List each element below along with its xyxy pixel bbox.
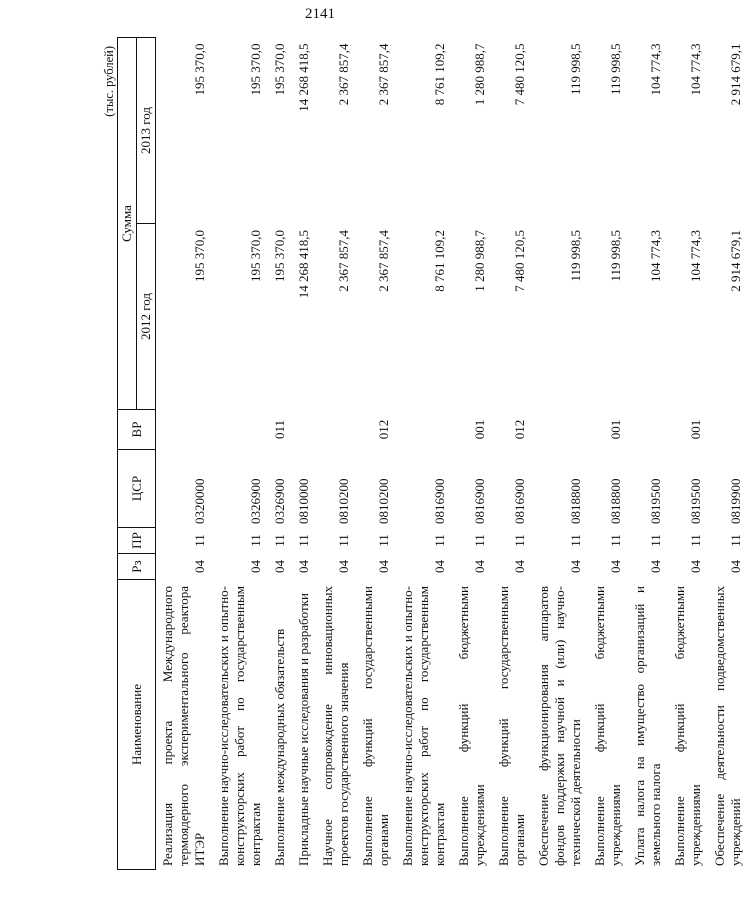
cell-name: Выполнение функций бюджетными учреждениями — [592, 586, 623, 866]
table-row — [156, 38, 213, 870]
cell-csr: 0326900 — [272, 478, 287, 524]
cell-y2013: 14 268 418,5 — [296, 43, 311, 112]
cell-rz: 04 — [648, 560, 663, 573]
cell-y2012: 7 480 120,5 — [512, 230, 527, 292]
page-number: 2141 — [305, 6, 335, 22]
cell-csr: 0819500 — [648, 478, 663, 524]
table-row — [356, 38, 396, 870]
table-row — [628, 38, 668, 870]
cell-y2013: 119 998,5 — [568, 43, 583, 96]
cell-y2013: 2 367 857,4 — [336, 43, 351, 106]
cell-rz: 04 — [688, 560, 703, 573]
cell-y2013: 2 914 679,1 — [728, 43, 743, 106]
cell-vr — [156, 410, 213, 450]
cell-vr — [628, 410, 668, 450]
cell-rz: 04 — [432, 560, 447, 573]
cell-pr: 11 — [296, 534, 311, 547]
cell-y2012: 2 914 679,1 — [728, 230, 743, 292]
cell-csr: 0810200 — [336, 478, 351, 524]
cell-y2012: 104 774,3 — [688, 230, 703, 282]
cell-csr: 0819900 — [728, 478, 743, 524]
cell-y2013: 104 774,3 — [688, 43, 703, 96]
table-row — [396, 38, 452, 870]
cell-y2012: 2 367 857,4 — [336, 230, 351, 292]
cell-vr: 012 — [376, 419, 391, 440]
cell-y2012: 195 370,0 — [272, 230, 287, 282]
cell-vr — [292, 410, 316, 450]
table-row — [668, 38, 708, 870]
cell-rz: 04 — [272, 560, 287, 573]
cell-name: Прикладные научные исследования и разработки — [296, 593, 311, 866]
cell-y2013: 8 761 109,2 — [432, 43, 447, 106]
cell-pr: 11 — [472, 534, 487, 547]
header-2013: 2013 год — [137, 38, 156, 224]
rotated-page-content — [100, 38, 743, 878]
header-vr: ВР — [118, 410, 156, 450]
table-row — [492, 38, 532, 870]
cell-y2012: 2 367 857,4 — [376, 230, 391, 292]
cell-y2013: 104 774,3 — [648, 43, 663, 96]
cell-vr — [708, 410, 748, 450]
cell-y2012: 8 761 109,2 — [432, 230, 447, 292]
budget-table — [117, 37, 748, 870]
cell-csr: 0810200 — [376, 478, 391, 524]
unit-note: (тыс. рублей) — [102, 46, 116, 117]
cell-pr: 11 — [568, 534, 583, 547]
cell-pr: 11 — [192, 534, 207, 547]
header-name: Наименование — [118, 580, 156, 870]
cell-name: Выполнение функций государственными органами — [496, 586, 527, 866]
cell-y2013: 195 370,0 — [272, 43, 287, 96]
table-row — [268, 38, 292, 870]
cell-csr: 0326900 — [248, 478, 263, 524]
cell-y2013: 2 367 857,4 — [376, 43, 391, 106]
cell-rz: 04 — [192, 560, 207, 573]
cell-rz: 04 — [728, 560, 743, 573]
cell-csr: 0320000 — [192, 478, 207, 524]
cell-y2012: 195 370,0 — [248, 230, 263, 282]
cell-y2013: 195 370,0 — [192, 43, 207, 96]
table-row — [212, 38, 268, 870]
cell-name: Реализация проекта Международного термоядерного экспериментального реактора ИТЭР — [160, 586, 207, 866]
cell-rz: 04 — [512, 560, 527, 573]
cell-y2012: 119 998,5 — [608, 230, 623, 282]
cell-vr — [212, 410, 268, 450]
cell-name: Выполнение функций бюджетными учреждениями — [672, 586, 703, 866]
header-pr: ПР — [118, 528, 156, 554]
cell-vr: 011 — [272, 419, 287, 440]
header-csr: ЦСР — [118, 450, 156, 528]
cell-y2012: 1 280 988,7 — [472, 230, 487, 292]
cell-pr: 11 — [608, 534, 623, 547]
header-rz: Рз — [118, 554, 156, 580]
cell-csr: 0818800 — [608, 478, 623, 524]
cell-y2013: 119 998,5 — [608, 43, 623, 96]
cell-name: Обеспечение деятельности подведомственных учреждений — [712, 586, 743, 866]
cell-csr: 0819500 — [688, 478, 703, 524]
table-row — [452, 38, 492, 870]
cell-pr: 11 — [376, 534, 391, 547]
cell-name: Выполнение международных обязательств — [272, 628, 287, 866]
header-2012: 2012 год — [137, 224, 156, 410]
cell-rz: 04 — [248, 560, 263, 573]
cell-rz: 04 — [296, 560, 311, 573]
cell-pr: 11 — [336, 534, 351, 547]
cell-pr: 11 — [248, 534, 263, 547]
table-body — [156, 38, 748, 870]
cell-name: Выполнение научно-исследовательских и опытно-конструкторских работ по государственным контрактам — [400, 586, 447, 866]
cell-y2013: 195 370,0 — [248, 43, 263, 96]
cell-vr: 001 — [608, 419, 623, 440]
cell-pr: 11 — [688, 534, 703, 547]
cell-vr: 012 — [512, 419, 527, 440]
cell-y2013: 7 480 120,5 — [512, 43, 527, 106]
table-row — [532, 38, 588, 870]
cell-rz: 04 — [568, 560, 583, 573]
cell-y2012: 104 774,3 — [648, 230, 663, 282]
table-row — [588, 38, 628, 870]
cell-name: Научное сопровождение инновационных проектов государственного значения — [320, 586, 351, 866]
cell-name: Обеспечение функционирования аппаратов фондов поддержки научной и (или) научно-технической деятельности — [536, 586, 583, 866]
cell-rz: 04 — [608, 560, 623, 573]
cell-vr: 001 — [472, 419, 487, 440]
cell-y2012: 195 370,0 — [192, 230, 207, 282]
cell-name: Выполнение функций бюджетными учреждениями — [456, 586, 487, 866]
cell-y2013: 1 280 988,7 — [472, 43, 487, 106]
table-row — [316, 38, 356, 870]
header-sum: Сумма — [118, 38, 137, 410]
cell-rz: 04 — [336, 560, 351, 573]
cell-pr: 11 — [648, 534, 663, 547]
cell-vr — [316, 410, 356, 450]
cell-y2012: 119 998,5 — [568, 230, 583, 282]
cell-pr: 11 — [728, 534, 743, 547]
cell-rz: 04 — [376, 560, 391, 573]
table-row — [292, 38, 316, 870]
cell-rz: 04 — [472, 560, 487, 573]
cell-y2012: 14 268 418,5 — [296, 230, 311, 299]
cell-csr: 0818800 — [568, 478, 583, 524]
cell-csr: 0816900 — [512, 478, 527, 524]
cell-vr — [532, 410, 588, 450]
cell-pr: 11 — [272, 534, 287, 547]
cell-pr: 11 — [432, 534, 447, 547]
cell-csr: 0816900 — [472, 478, 487, 524]
cell-name: Выполнение научно-исследовательских и опытно-конструкторских работ по государственным контрактам — [216, 586, 263, 866]
cell-name: Выполнение функций государственными органами — [360, 586, 391, 866]
cell-name: Уплата налога на имущество организаций и земельного налога — [632, 586, 663, 866]
cell-vr: 001 — [688, 419, 703, 440]
cell-csr: 0816900 — [432, 478, 447, 524]
table-row — [708, 38, 748, 870]
cell-csr: 0810000 — [296, 478, 311, 524]
cell-vr — [396, 410, 452, 450]
cell-pr: 11 — [512, 534, 527, 547]
